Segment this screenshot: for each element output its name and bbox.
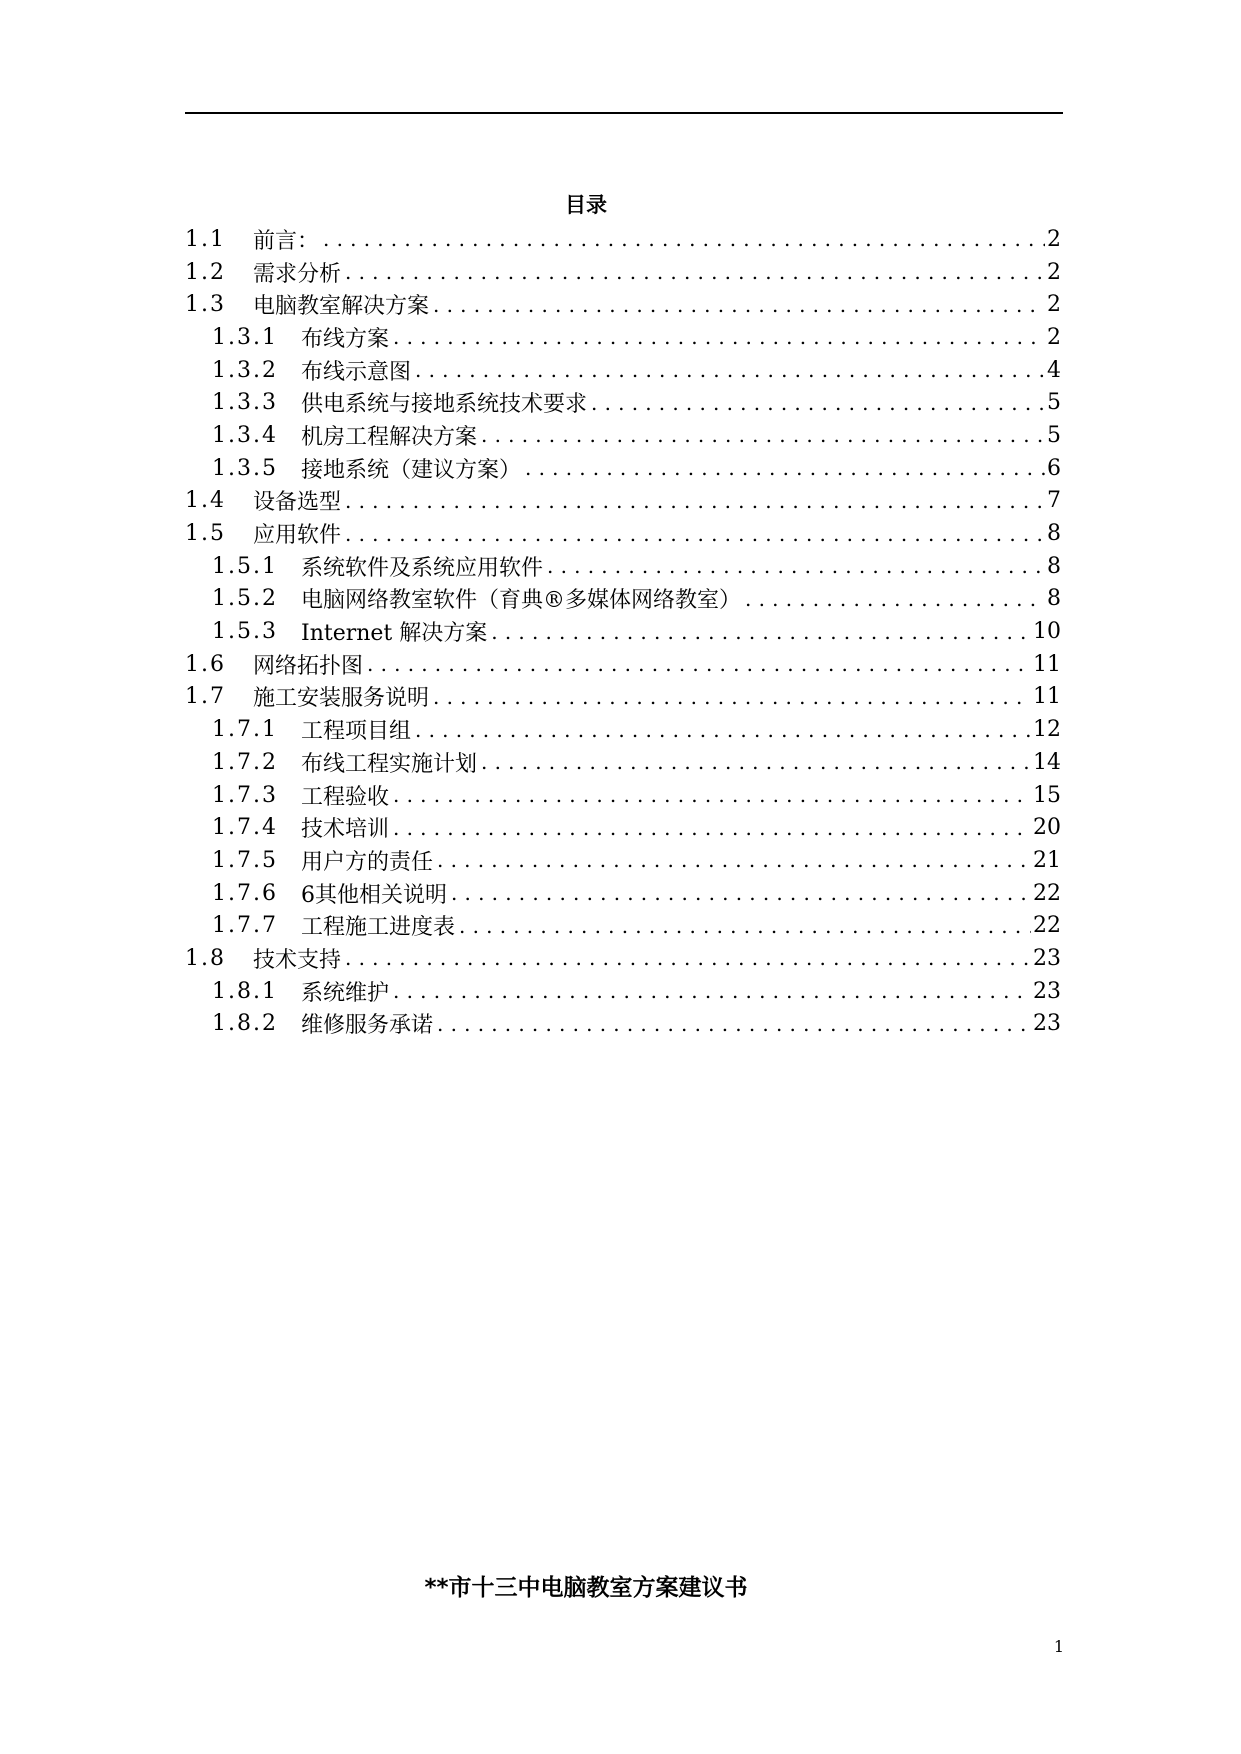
toc-entry-title: 系统软件及系统应用软件 (301, 555, 544, 581)
toc-entry-page: 23 (1033, 1011, 1061, 1037)
toc-entry-page: 22 (1033, 880, 1061, 906)
toc-entry-title: 网络拓扑图 (253, 653, 364, 679)
toc-dot-leader (433, 685, 1031, 709)
toc-entry[interactable] (185, 1008, 1061, 1041)
toc-dot-leader (525, 456, 1045, 480)
toc-entry-number: 1.7.1 (212, 717, 278, 743)
toc-dot-leader (393, 783, 1031, 807)
toc-entry-title: 电脑网络教室软件（育典®多媒体网络教室） (301, 588, 742, 614)
toc-entry-page: 11 (1033, 684, 1061, 710)
toc-dot-leader (591, 391, 1045, 415)
toc-entry-page: 11 (1033, 651, 1061, 677)
toc-entry-title: 6其他相关说明 (301, 882, 447, 908)
toc-entry-title: 电脑教室解决方案 (253, 294, 430, 320)
toc-entry[interactable] (185, 975, 1061, 1008)
toc-dot-leader (451, 881, 1031, 905)
toc-entry[interactable] (185, 583, 1061, 616)
toc-entry-number: 1.5.3 (212, 619, 278, 645)
toc-entry[interactable] (185, 615, 1061, 648)
header-rule (185, 112, 1063, 114)
toc-entry-title: 布线示意图 (301, 359, 412, 385)
toc-dot-leader (437, 1012, 1031, 1036)
toc-entry-page: 10 (1033, 619, 1061, 645)
toc-dot-leader (491, 620, 1031, 644)
toc-entry-number: 1.1 (185, 226, 226, 252)
toc-entry-number: 1.7.4 (212, 815, 278, 841)
page-number: 1 (1053, 1637, 1064, 1656)
toc-entry-page: 2 (1047, 226, 1061, 252)
toc-entry-title: 布线工程实施计划 (301, 751, 478, 777)
toc-entry-number: 1.3.2 (212, 357, 278, 383)
toc-entry-title: 前言： (253, 228, 320, 254)
toc-dot-leader (393, 979, 1031, 1003)
toc-entry[interactable] (185, 550, 1061, 583)
toc-entry-page: 8 (1047, 521, 1061, 547)
toc-dot-leader (415, 718, 1031, 742)
toc-entry-title: 供电系统与接地系统技术要求 (301, 392, 588, 418)
toc-entry[interactable] (185, 452, 1061, 485)
toc-entry-page: 2 (1047, 292, 1061, 318)
toc-entry-number: 1.3.4 (212, 422, 278, 448)
toc-entry[interactable] (185, 288, 1061, 321)
toc-entry-page: 14 (1033, 749, 1061, 775)
toc-entry-number: 1.5.2 (212, 586, 278, 612)
toc-entry-number: 1.3.3 (212, 390, 278, 416)
toc-entry[interactable] (185, 386, 1061, 419)
toc-entry-page: 5 (1047, 390, 1061, 416)
table-of-contents (185, 223, 1061, 1040)
toc-entry-number: 1.7.3 (212, 782, 278, 808)
toc-entry-title: 机房工程解决方案 (301, 424, 478, 450)
toc-dot-leader (433, 293, 1045, 317)
toc-dot-leader (481, 423, 1045, 447)
toc-entry-number: 1.8 (185, 945, 226, 971)
toc-entry[interactable] (185, 223, 1061, 256)
toc-entry-page: 5 (1047, 422, 1061, 448)
toc-entry-number: 1.8.1 (212, 978, 278, 1004)
toc-entry-number: 1.8.2 (212, 1011, 278, 1037)
toc-dot-leader (345, 260, 1045, 284)
toc-entry[interactable] (185, 811, 1061, 844)
toc-dot-leader (393, 816, 1031, 840)
toc-entry-page: 22 (1033, 913, 1061, 939)
toc-entry-page: 20 (1033, 815, 1061, 841)
toc-entry-number: 1.7 (185, 684, 226, 710)
toc-entry-title: 维修服务承诺 (301, 1013, 434, 1039)
toc-entry-title: Internet 解决方案 (301, 621, 488, 647)
toc-entry-number: 1.7.2 (212, 749, 278, 775)
toc-entry-title: 布线方案 (301, 326, 390, 352)
toc-entry[interactable] (185, 779, 1061, 812)
toc-dot-leader (345, 522, 1045, 546)
toc-dot-leader (415, 358, 1045, 382)
toc-entry-title: 技术支持 (253, 947, 342, 973)
toc-dot-leader (393, 325, 1045, 349)
toc-entry-title: 技术培训 (301, 817, 390, 843)
toc-entry[interactable] (185, 877, 1061, 910)
toc-entry-number: 1.3 (185, 292, 226, 318)
toc-entry-page: 2 (1047, 324, 1061, 350)
document-title: **市十三中电脑教室方案建议书 (424, 1575, 748, 1601)
toc-entry-number: 1.6 (185, 651, 226, 677)
toc-entry-title: 系统维护 (301, 980, 390, 1006)
toc-entry[interactable] (185, 844, 1061, 877)
toc-entry-page: 6 (1047, 455, 1061, 481)
toc-entry-title: 需求分析 (253, 261, 342, 287)
toc-entry-title: 设备选型 (253, 490, 342, 516)
toc-entry[interactable] (185, 256, 1061, 289)
toc-entry-title: 接地系统（建议方案） (301, 457, 522, 483)
toc-entry-title: 工程施工进度表 (301, 915, 456, 941)
toc-entry-page: 2 (1047, 259, 1061, 285)
toc-entry-number: 1.4 (185, 488, 226, 514)
toc-entry[interactable] (185, 942, 1061, 975)
toc-dot-leader (745, 587, 1045, 611)
toc-entry-title: 应用软件 (253, 523, 342, 549)
toc-entry-page: 7 (1047, 488, 1061, 514)
toc-dot-leader (437, 848, 1031, 872)
toc-entry-title: 工程项目组 (301, 719, 412, 745)
toc-dot-leader (459, 914, 1031, 938)
toc-entry-title: 工程验收 (301, 784, 390, 810)
toc-entry-number: 1.2 (185, 259, 226, 285)
toc-entry[interactable] (185, 517, 1061, 550)
toc-entry[interactable] (185, 909, 1061, 942)
toc-dot-leader (367, 652, 1031, 676)
toc-entry[interactable] (185, 681, 1061, 714)
toc-entry-number: 1.5 (185, 521, 226, 547)
toc-entry-title: 用户方的责任 (301, 849, 434, 875)
toc-entry-number: 1.7.6 (212, 880, 278, 906)
toc-entry-number: 1.5.1 (212, 553, 278, 579)
toc-dot-leader (345, 489, 1045, 513)
toc-entry-number: 1.7.5 (212, 847, 278, 873)
toc-title: 目录 (565, 193, 607, 217)
toc-dot-leader (345, 946, 1031, 970)
toc-entry-page: 8 (1047, 553, 1061, 579)
toc-entry-page: 23 (1033, 945, 1061, 971)
toc-entry-page: 8 (1047, 586, 1061, 612)
toc-entry[interactable] (185, 419, 1061, 452)
toc-entry-number: 1.3.5 (212, 455, 278, 481)
toc-entry[interactable] (185, 746, 1061, 779)
toc-entry[interactable] (185, 485, 1061, 518)
toc-entry-page: 15 (1033, 782, 1061, 808)
toc-entry-page: 4 (1047, 357, 1061, 383)
toc-dot-leader (481, 750, 1031, 774)
toc-entry-title: 施工安装服务说明 (253, 686, 430, 712)
toc-entry[interactable] (185, 354, 1061, 387)
toc-entry-page: 23 (1033, 978, 1061, 1004)
toc-entry[interactable] (185, 321, 1061, 354)
toc-entry-page: 21 (1033, 847, 1061, 873)
toc-entry[interactable] (185, 648, 1061, 681)
toc-entry[interactable] (185, 713, 1061, 746)
toc-dot-leader (547, 554, 1045, 578)
toc-entry-page: 12 (1033, 717, 1061, 743)
toc-dot-leader (323, 227, 1045, 251)
toc-entry-number: 1.3.1 (212, 324, 278, 350)
toc-entry-number: 1.7.7 (212, 913, 278, 939)
